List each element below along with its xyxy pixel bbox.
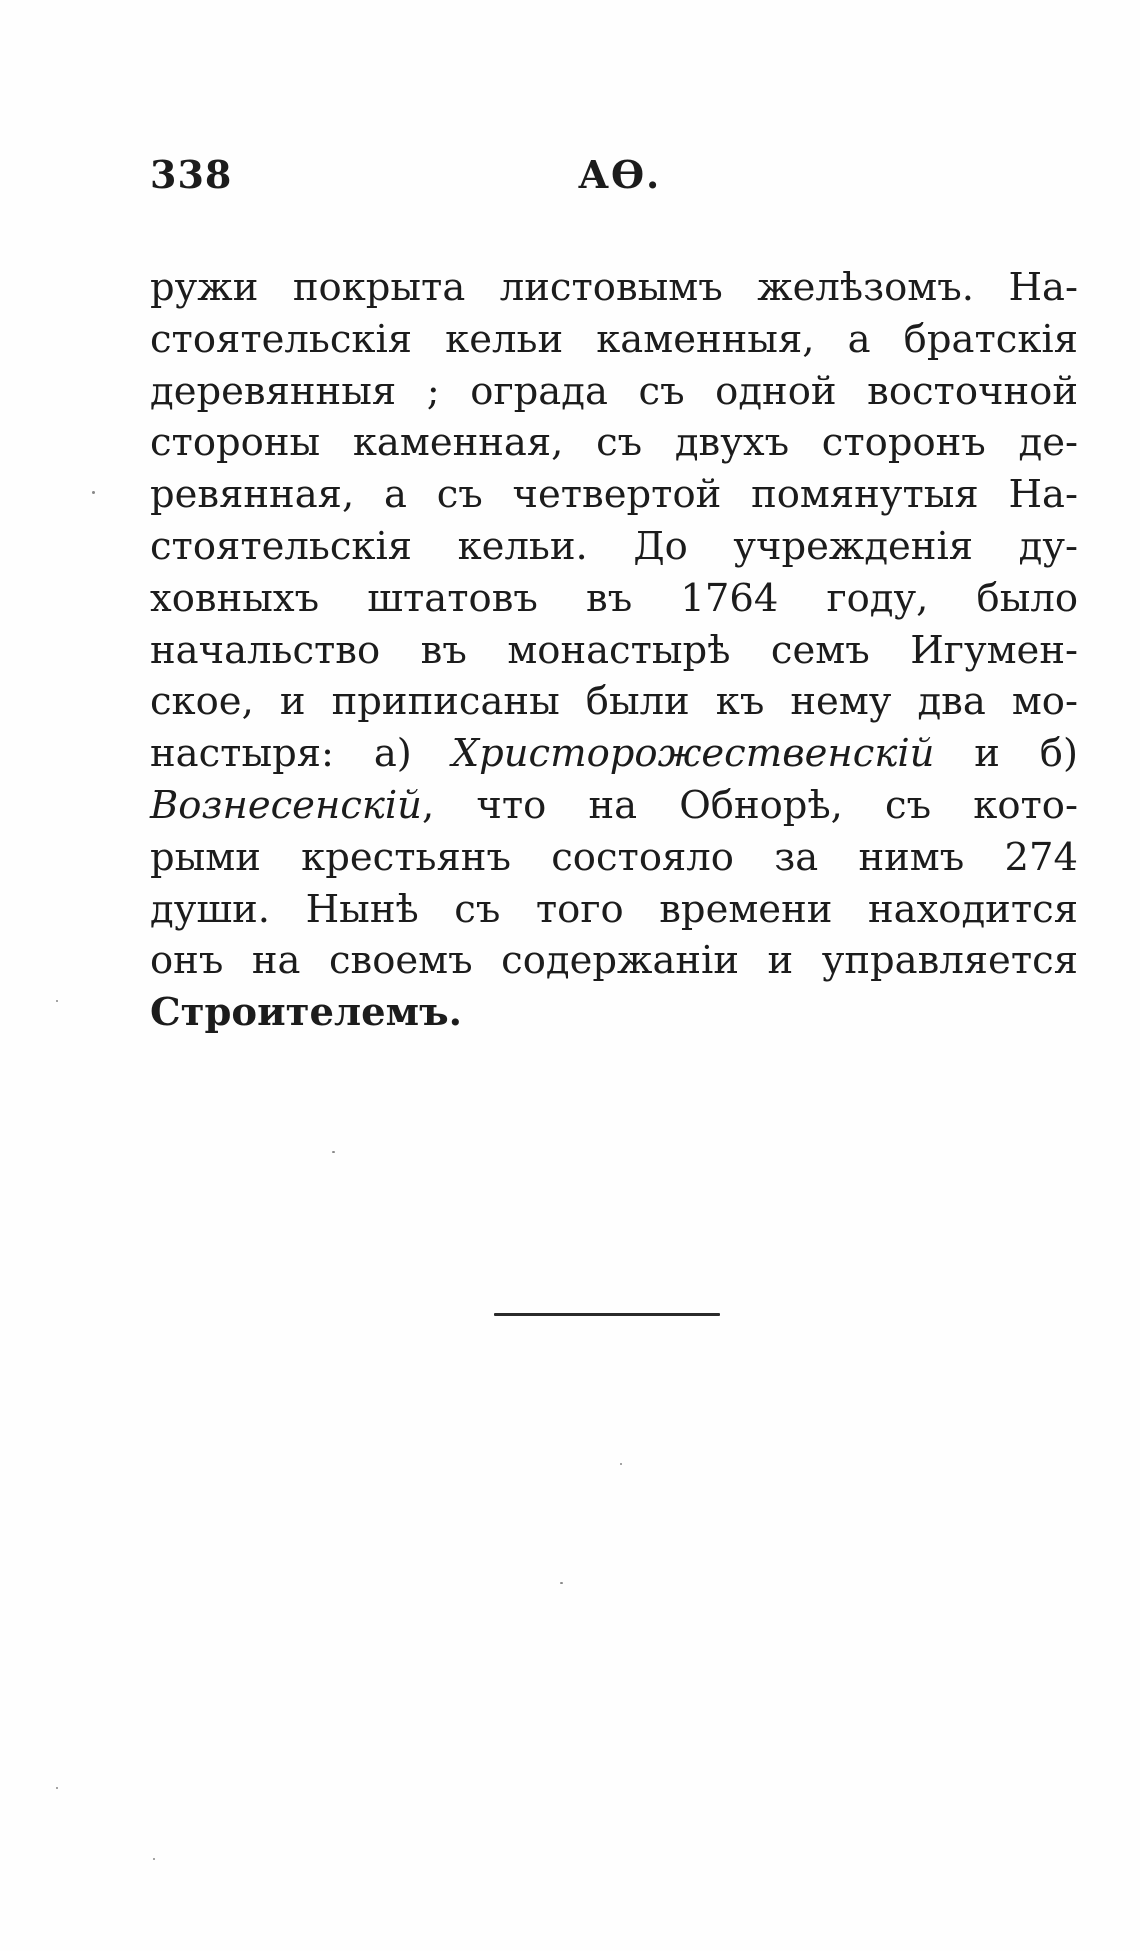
text-line: ружи покрыта листовымъ желѣзомъ. На- [150, 265, 1078, 310]
text-line: начальство въ монастырѣ семъ Игумен- [150, 627, 1078, 673]
paper-speck [56, 1787, 58, 1789]
italic-monastery-name: Вознесенскій [150, 782, 422, 828]
running-head: АѲ. [578, 152, 662, 197]
paper-speck [332, 1151, 335, 1153]
section-divider-rule [494, 1313, 720, 1316]
italic-monastery-name: Христорожественскій [451, 731, 935, 777]
body-text [150, 262, 1078, 1039]
text-line: ревянная, а съ четвертой помянутыя На- [150, 472, 1078, 518]
paper-speck [56, 1000, 58, 1002]
text-line: Строителемъ. [150, 990, 463, 1036]
text-line: стороны каменная, съ двухъ сторонъ де- [150, 420, 1078, 466]
text-line: онъ на своемъ содержаніи и управляется [150, 938, 1078, 984]
page-header [150, 152, 1080, 202]
text-line: стоятельскія кельи. До учрежденія ду- [150, 523, 1078, 569]
text-run: , что на Обнорѣ, съ кото- [421, 782, 1078, 828]
paper-speck [560, 1582, 563, 1584]
text-run: настыря: а) [150, 731, 412, 777]
text-line: ховныхъ штатовъ въ 1764 году, было [150, 575, 1078, 621]
text-run: и б) [974, 731, 1078, 777]
text-line [150, 780, 1078, 832]
paper-speck [92, 491, 95, 494]
text-line: ское, и приписаны были къ нему два мо- [150, 679, 1078, 725]
text-line: стоятельскія кельи каменныя, а братскія [150, 316, 1078, 362]
text-line [150, 728, 1078, 780]
paper-speck [153, 1858, 155, 1860]
text-line: рыми крестьянъ состояло за нимъ 274 [150, 834, 1078, 880]
paper-speck [620, 1463, 622, 1465]
text-line: деревянныя ; ограда съ одной восточной [150, 368, 1078, 414]
text-line: души. Нынѣ съ того времени находится [150, 886, 1078, 932]
page-number: 338 [150, 152, 233, 197]
